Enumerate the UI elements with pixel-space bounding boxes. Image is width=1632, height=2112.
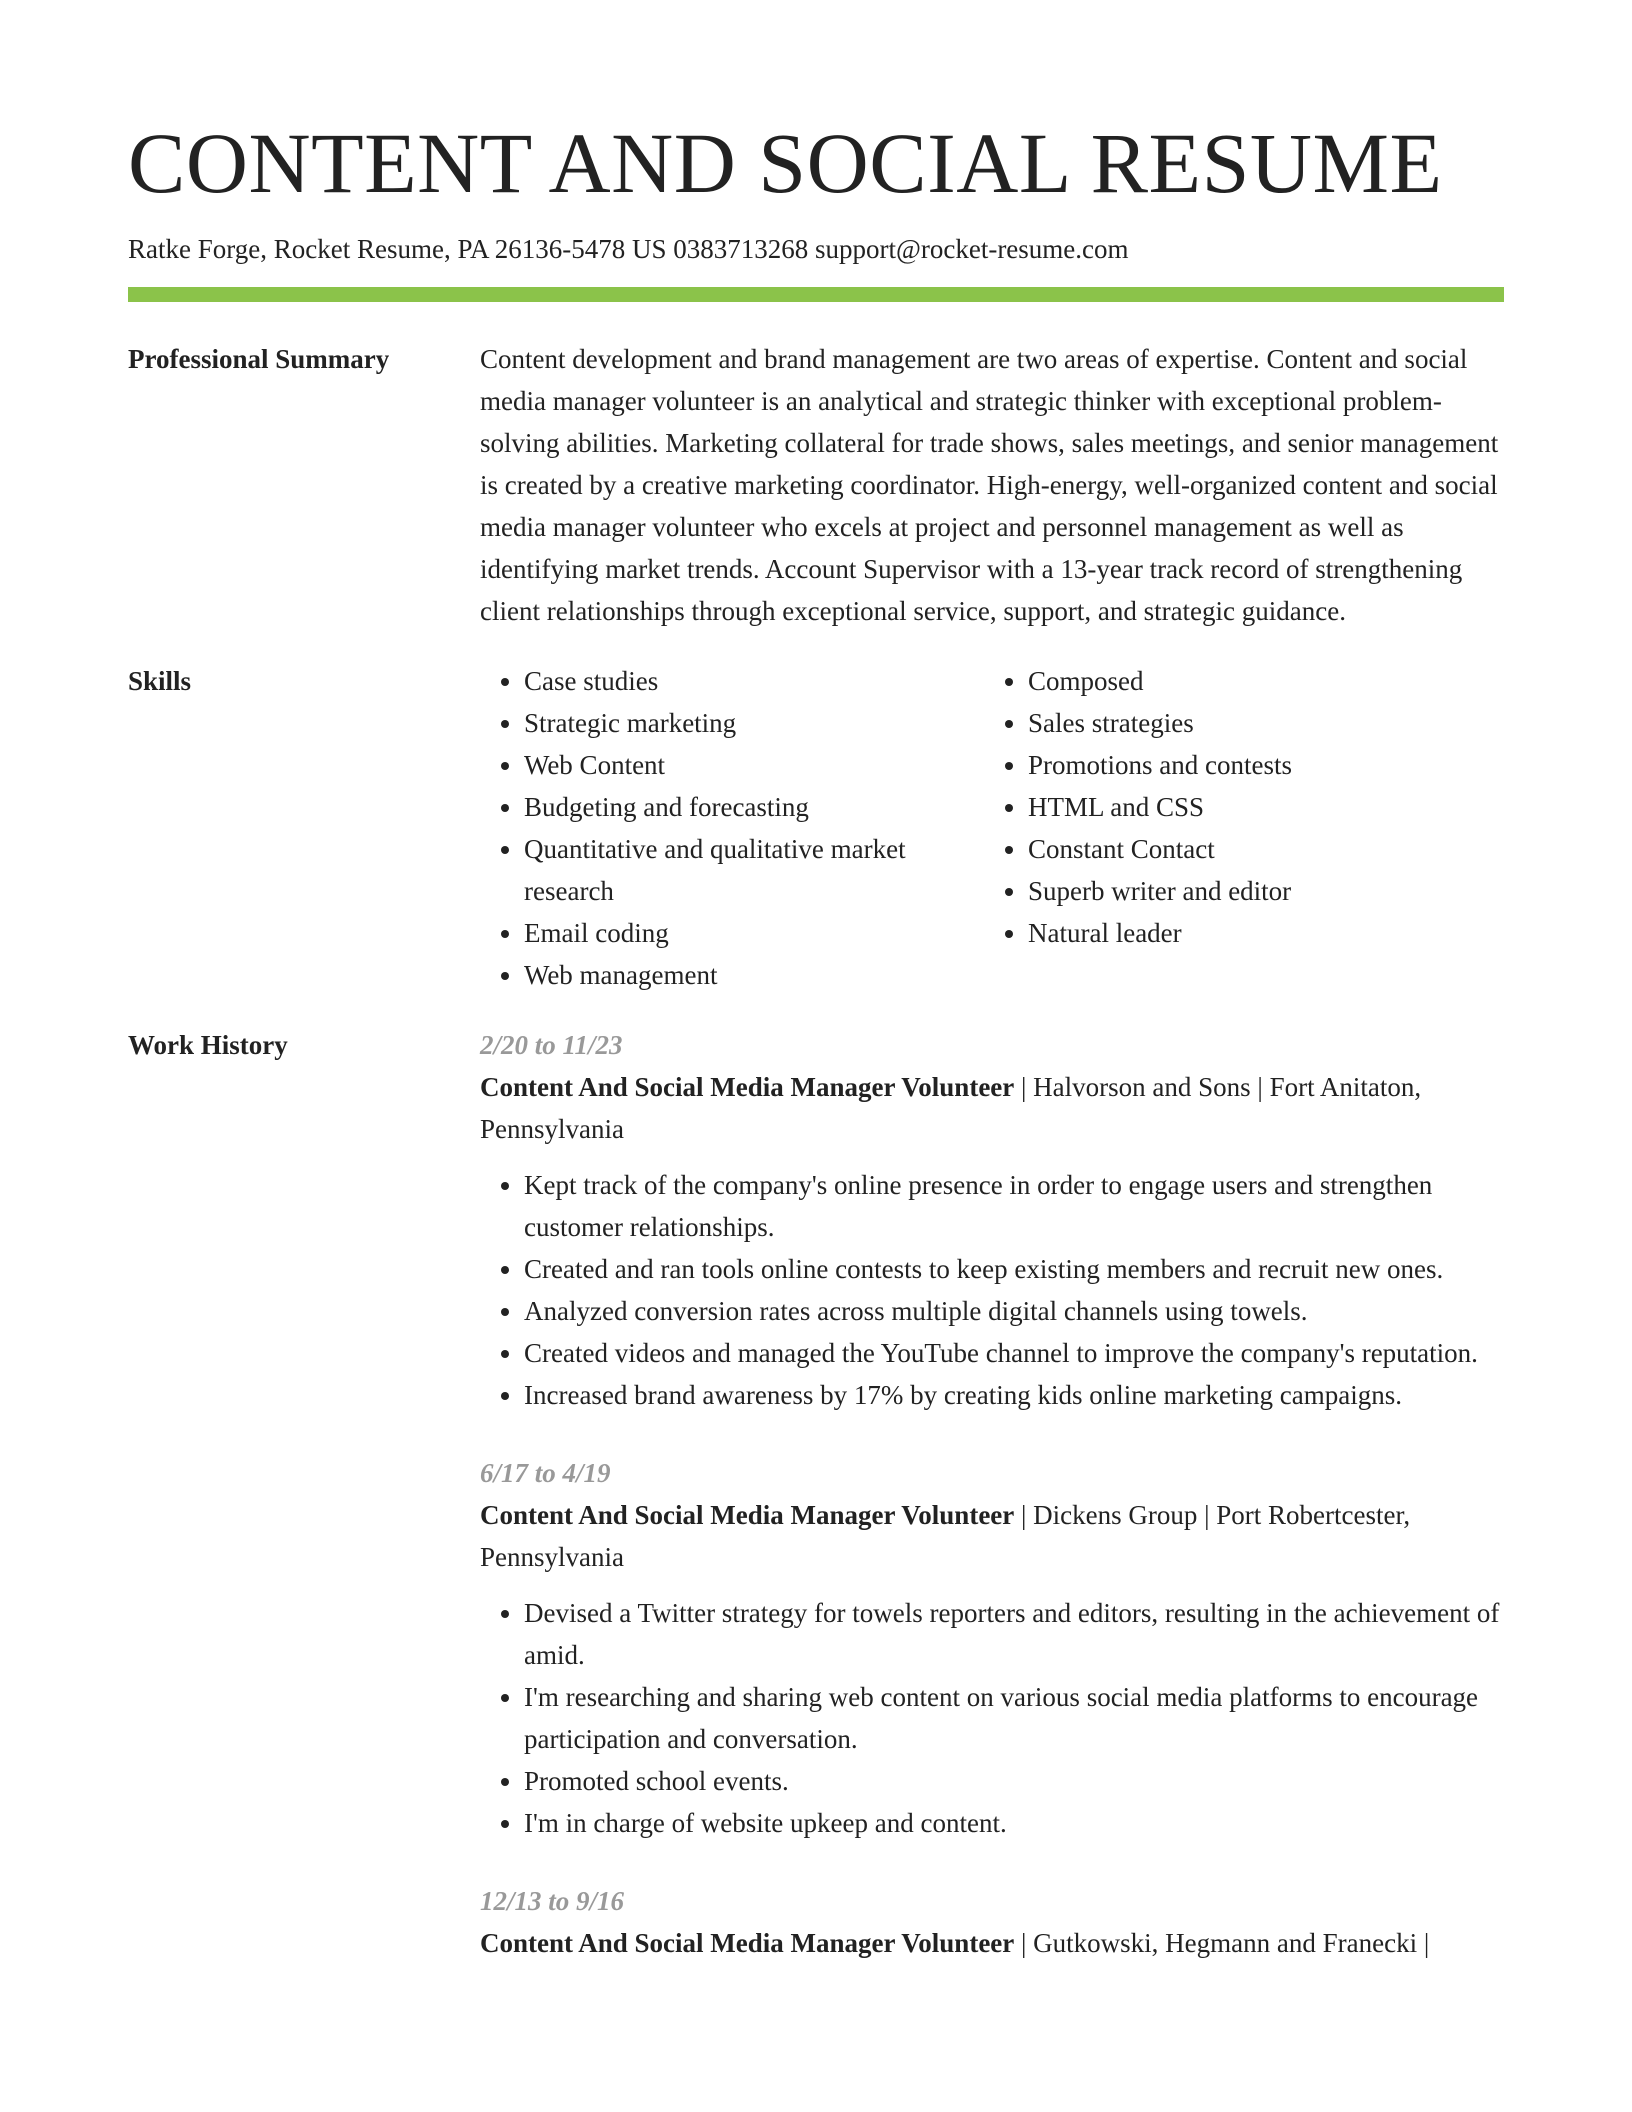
skills-list-right: [984, 660, 1488, 996]
summary-heading: Professional Summary: [128, 344, 390, 375]
job-bullet: • Devised a Twitter strategy for towels reporters and editors, resulting in the achievement of amid.: [524, 1592, 1504, 1676]
skills-section: [128, 660, 1504, 996]
work-history-section: [128, 1024, 1504, 2000]
job-heading: [480, 1066, 1504, 1150]
job-title: Content And Social Media Manager Volunteer: [480, 1500, 1015, 1531]
skill-item: • Composed: [1028, 660, 1488, 702]
skill-item: • Promotions and contests: [1028, 744, 1488, 786]
job-heading: [480, 1494, 1504, 1578]
job-bullets: [480, 1164, 1504, 1416]
job-entry: [480, 1452, 1504, 1844]
skill-item: • Case studies: [524, 660, 984, 702]
job-dates: 12/13 to 9/16: [480, 1886, 625, 1917]
work-history-heading: Work History: [128, 1030, 288, 1061]
job-details: | Dickens Group | Port Robertcester, Pennsylvania: [480, 1500, 1411, 1573]
job-entry: [480, 1880, 1504, 1964]
skill-item: • Natural leader: [1028, 912, 1488, 954]
job-dates: 2/20 to 11/23: [480, 1030, 623, 1061]
skill-item: • Superb writer and editor: [1028, 870, 1488, 912]
job-bullets: [480, 1592, 1504, 1844]
job-heading: [480, 1922, 1504, 1964]
job-entry: [480, 1024, 1504, 1416]
summary-text: Content development and brand management are two areas of expertise. Content and social media manager volunteer is an analytical and strategic thinker with exceptional problem-solving abilities. Marketing collateral for trade shows, sales meetings, and senior management is created by a creative marketing coordinator. High-energy, well-organized content and social media manager volunteer who excels at project and personnel management as well as identifying market trends. Account Supervisor with a 13-year track record of strengthening client relationships through exceptional service, support, and strategic guidance.: [480, 344, 1499, 627]
contact-line: Ratke Forge, Rocket Resume, PA 26136-5478 US 0383713268 support@rocket-resume.com: [128, 234, 1129, 264]
job-bullet: • Increased brand awareness by 17% by creating kids online marketing campaigns.: [524, 1374, 1504, 1416]
job-bullet: • Created and ran tools online contests to keep existing members and recruit new ones.: [524, 1248, 1504, 1290]
job-bullet: • Kept track of the company's online presence in order to engage users and strengthen customer relationships.: [524, 1164, 1504, 1248]
job-bullet: • I'm researching and sharing web content on various social media platforms to encourage participation and conversation.: [524, 1676, 1504, 1760]
job-bullet: • I'm in charge of website upkeep and content.: [524, 1802, 1504, 1844]
job-title: Content And Social Media Manager Volunteer: [480, 1928, 1015, 1959]
summary-section: [128, 338, 1504, 632]
skill-item: • Sales strategies: [1028, 702, 1488, 744]
skill-item: • Email coding: [524, 912, 984, 954]
skill-item: • Budgeting and forecasting: [524, 786, 984, 828]
job-title: Content And Social Media Manager Volunteer: [480, 1072, 1015, 1103]
job-details: | Gutkowski, Hegmann and Franecki |: [1014, 1928, 1430, 1959]
job-bullet: • Analyzed conversion rates across multiple digital channels using towels.: [524, 1290, 1504, 1332]
skill-item: • Web Content: [524, 744, 984, 786]
skill-item: • Quantitative and qualitative market research: [524, 828, 984, 912]
skills-heading: Skills: [128, 666, 192, 697]
skill-item: • Web management: [524, 954, 984, 996]
job-details: | Halvorson and Sons | Fort Anitaton, Pennsylvania: [480, 1072, 1422, 1145]
skill-item: • Constant Contact: [1028, 828, 1488, 870]
job-bullet: • Created videos and managed the YouTube channel to improve the company's reputation.: [524, 1332, 1504, 1374]
job-bullet: • Promoted school events.: [524, 1760, 1504, 1802]
job-dates: 6/17 to 4/19: [480, 1458, 611, 1489]
header-divider: [128, 287, 1504, 302]
resume-name: CONTENT AND SOCIAL RESUME: [128, 115, 1443, 211]
skill-item: • HTML and CSS: [1028, 786, 1488, 828]
skills-list-left: [480, 660, 984, 996]
skill-item: • Strategic marketing: [524, 702, 984, 744]
